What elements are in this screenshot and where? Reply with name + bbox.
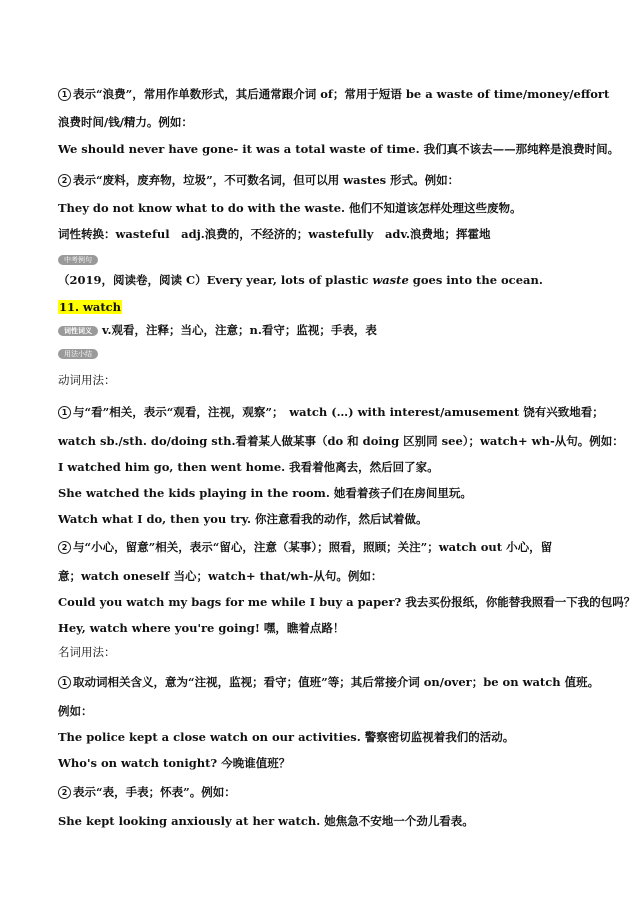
section-verb-usage: 动词用法： [58,373,116,387]
tag-exam-example [58,251,600,267]
example-line [58,813,600,829]
exam-example-text-c: goes into the ocean. [408,273,543,287]
sense-1-line [58,86,610,102]
section-noun-usage: 名词用法： [58,645,116,659]
entry-heading [58,299,600,315]
noun-sense-1-line [58,674,600,690]
example-line [58,594,636,610]
example-english: Who's on watch tonight? [58,756,218,770]
example-chinese: 她焦急不安地一个劲儿看表。 [320,814,474,828]
tag-badge: 用法小结 [58,349,98,359]
verb-sense-2-text: 与“小心，留意”相关，表示“留心，注意（某事）；照看，照顾；关注”；watch out 小心，留 [73,540,553,554]
circled-number-1: 1 [58,676,71,689]
example-english: The police kept a close watch on our activities. [58,730,361,744]
sense-1-text: 表示“浪费”，常用作单数形式，其后通常跟介词 of；常用于短语 be a waste of time/money/effort [73,87,610,101]
example-line [58,141,620,157]
circled-number-2: 2 [58,786,71,799]
circled-number-2: 2 [58,174,71,187]
example-english: Hey, watch where you're going! [58,621,260,635]
example-line [58,755,600,771]
circled-number-1: 1 [58,406,71,419]
sense-1-continuation: 浪费时间/钱/精力。例如： [58,115,193,129]
heading-watch: 11. watch [59,300,122,314]
example-english: She kept looking anxiously at her watch. [58,814,321,828]
noun-sense-1-text: 取动词相关含义，意为“注视，监视；看守；值班”等；其后常接介词 on/over；be on watch 值班。 [73,675,600,689]
part-of-speech-line [58,322,600,338]
example-english: We should never have gone- it was a total waste of time. [58,142,420,156]
example-english: Could you watch my bags for me while I buy a paper? [58,595,402,609]
example-chinese: 她看着孩子们在房间里玩。 [329,486,472,500]
example-line [58,459,600,475]
noun-sense-2-text: 表示“表，手表；怀表”。例如： [73,785,236,799]
verb-sense-1-line [58,404,604,420]
example-line [58,511,600,527]
example-chinese: 嘿，瞧着点路！ [259,621,345,635]
tag-usage-summary [58,345,600,361]
noun-sense-1-continuation: 例如： [58,704,93,718]
example-chinese: 你注意看我的动作，然后试着做。 [250,512,428,526]
example-chinese: 我看着他离去，然后回了家。 [285,460,439,474]
example-english: They do not know what to do with the waste. [58,201,346,215]
tag-badge: 词性词义 [58,326,98,336]
exam-example-text-a: （2019，阅读卷，阅读 C）Every year, lots of plastic [58,273,373,287]
verb-sense-1-continuation: watch sb./sth. do/doing sth.看着某人做某事（do 和 doing 区别同 see）；watch+ wh-从句。例如： [58,434,624,448]
word-form-conversion: 词性转换：wasteful adj.浪费的，不经济的；wastefully adv.浪费地；挥霍地 [58,227,491,241]
exam-example-line [58,272,600,288]
example-chinese: 他们不知道该怎样处理这些废物。 [345,201,522,215]
noun-sense-2-line [58,784,600,800]
verb-sense-2-line [58,539,600,555]
example-chinese: 今晚谁值班？ [217,756,291,770]
example-line [58,485,600,501]
verb-sense-1-text: 与“看”相关，表示“观看，注视，观察”； watch (…) with interest/amusement 饶有兴致地看； [73,405,604,419]
example-english: Watch what I do, then you try. [58,512,251,526]
example-chinese: 我去买份报纸，你能替我照看一下我的包吗？ [401,595,636,609]
meanings-text: v.观看，注释；当心，注意；n.看守；监视；手表，表 [102,323,377,337]
sense-2-line [58,172,600,188]
exam-example-italic: waste [372,273,409,287]
tag-badge: 中考例句 [58,255,98,265]
example-chinese: 我们真不该去——那纯粹是浪费时间。 [419,142,620,156]
example-english: She watched the kids playing in the room. [58,486,330,500]
circled-number-2: 2 [58,541,71,554]
example-english: I watched him go, then went home. [58,460,286,474]
verb-sense-2-continuation: 意；watch oneself 当心；watch+ that/wh-从句。例如： [58,569,383,583]
example-chinese: 警察密切监视着我们的活动。 [360,730,515,744]
example-line [58,729,600,745]
example-line [58,620,600,636]
example-line [58,200,600,216]
sense-2-text: 表示“废料，废弃物，垃圾”，不可数名词，但可以用 wastes 形式。例如： [73,173,460,187]
circled-number-1: 1 [58,88,71,101]
